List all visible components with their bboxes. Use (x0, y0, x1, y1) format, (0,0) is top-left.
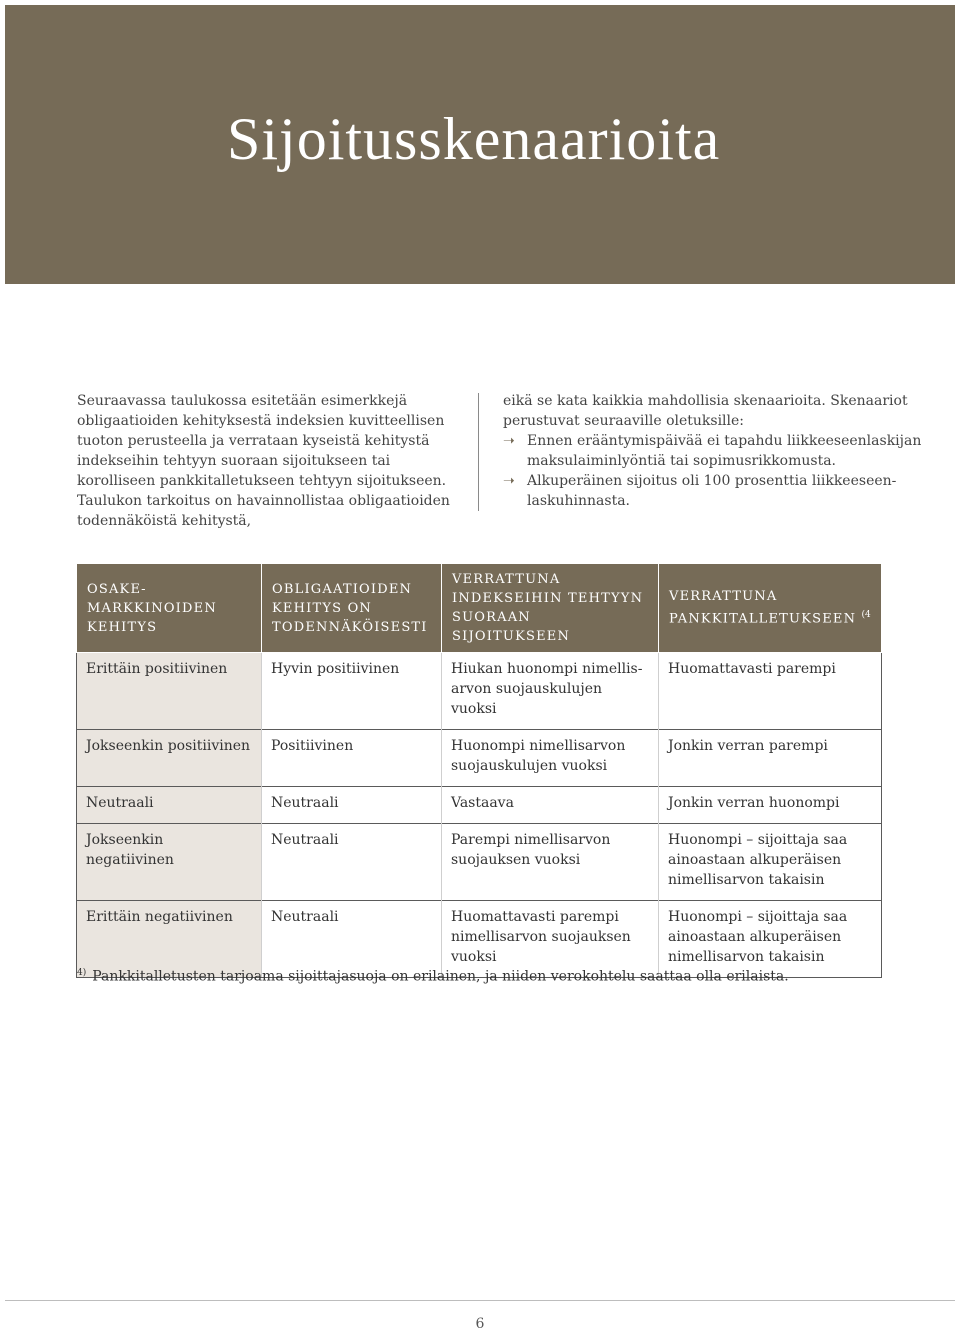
cell-vs-index: Hiukan huonompi nimellisarvon suojauskulujen vuoksi (442, 653, 659, 730)
title-banner (5, 5, 955, 284)
cell-market: Erittäin positiivinen (77, 653, 262, 730)
column-divider (478, 393, 479, 511)
assumption-text: Ennen erääntymispäivää ei tapahdu liikkeeseenlaskijan maksulaiminlyöntiä tai sopimusrikkomusta. (527, 433, 922, 469)
cell-bond: Hyvin positiivinen (262, 653, 442, 730)
arrow-right-icon: ➝ (503, 433, 515, 449)
cell-vs-index: Huomattavasti parempi nimellisarvon suojauksen vuoksi (442, 901, 659, 978)
intro-left-column (77, 391, 467, 531)
assumption-item (503, 431, 923, 471)
footnote-marker: 4) (77, 968, 87, 978)
assumption-item (503, 471, 923, 511)
arrow-right-icon: ➝ (503, 473, 515, 489)
cell-market: Jokseenkin positiivinen (77, 730, 262, 787)
intro-right-column (503, 391, 923, 511)
table-header-row (77, 564, 882, 653)
cell-vs-deposit: Huomattavasti parempi (659, 653, 882, 730)
footer-rule (5, 1300, 955, 1301)
table-row (77, 824, 882, 901)
cell-bond: Neutraali (262, 824, 442, 901)
intro-paragraph-continued: eikä se kata kaikkia mahdollisia skenaarioita. Skenaariot perustuvat seuraaville oletuksille: (503, 393, 908, 429)
cell-market: Jokseenkin negatiivinen (77, 824, 262, 901)
column-header-vs-deposit-label: VERRATTUNA PANKKITALLETUKSEEN (669, 589, 857, 627)
table-row (77, 730, 882, 787)
cell-bond: Neutraali (262, 787, 442, 824)
cell-vs-deposit: Jonkin verran huonompi (659, 787, 882, 824)
column-header-vs-deposit (659, 564, 882, 653)
column-header-bond: OBLIGAATIOIDEN KEHITYS ON TODENNÄKÖISESTI (262, 564, 442, 653)
cell-vs-index: Parempi nimellisarvon suojauksen vuoksi (442, 824, 659, 901)
intro-paragraph: Seuraavassa taulukossa esitetään esimerkkejä obligaatioiden kehityksestä indeksien kuvitteellisen tuoton perusteella ja verrataan kyseistä kehitystä indekseihin tehtyyn suoraan sijoitukseen tai korolliseen pankkitalletukseen tehtyyn sijoitukseen. Taulukon tarkoitus on havainnollistaa obligaatioiden todennäköistä kehitystä, (77, 393, 450, 529)
cell-vs-deposit: Huonompi – sijoittaja saa ainoastaan alkuperäisen nimellisarvon takaisin (659, 824, 882, 901)
cell-vs-index: Huonompi nimellisarvon suojauskulujen vuoksi (442, 730, 659, 787)
cell-bond: Neutraali (262, 901, 442, 978)
page-title: Sijoitusskenaarioita (227, 106, 721, 172)
assumption-text: Alkuperäinen sijoitus oli 100 prosenttia liikkeeseenlaskuhinnasta. (527, 473, 897, 509)
page-number: 6 (475, 1316, 485, 1332)
table-row (77, 787, 882, 824)
footnote-text: Pankkitalletusten tarjoama sijoittajasuoja on erilainen, ja niiden verokohtelu saattaa olla erilaista. (92, 968, 789, 985)
cell-bond: Positiivinen (262, 730, 442, 787)
footnote-ref: (4 (861, 610, 871, 621)
cell-market: Neutraali (77, 787, 262, 824)
table-row (77, 653, 882, 730)
cell-market: Erittäin negatiivinen (77, 901, 262, 978)
cell-vs-index: Vastaava (442, 787, 659, 824)
column-header-market: OSAKEMARKKINOIDEN KEHITYS (77, 564, 262, 653)
cell-vs-deposit: Huonompi – sijoittaja saa ainoastaan alkuperäisen nimellisarvon takaisin (659, 901, 882, 978)
column-header-vs-index: VERRATTUNA INDEKSEIHIN TEHTYYN SUORAAN SIJOITUKSEEN (442, 564, 659, 653)
cell-vs-deposit: Jonkin verran parempi (659, 730, 882, 787)
scenario-table (76, 563, 882, 978)
footnote (77, 963, 897, 987)
